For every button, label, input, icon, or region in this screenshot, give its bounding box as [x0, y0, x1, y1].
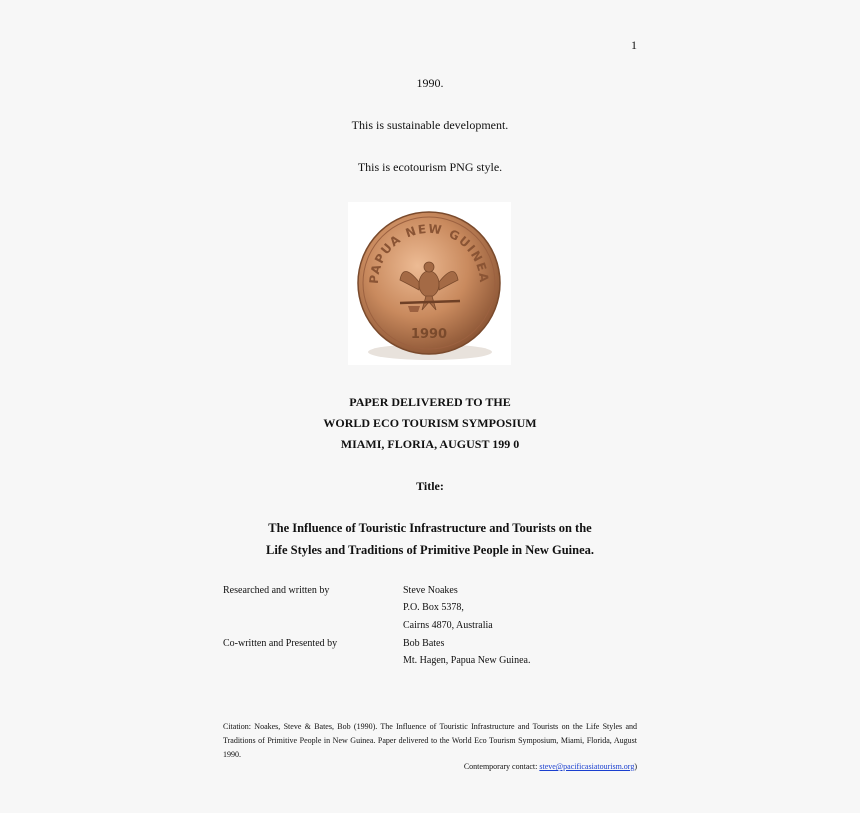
contact-label: Contemporary contact: — [463, 762, 540, 771]
contact-line — [223, 762, 637, 771]
coauthor-address: Mt. Hagen, Papua New Guinea. — [403, 655, 531, 666]
heading-line-2: WORLD ECO TOURISM SYMPOSIUM — [323, 416, 537, 430]
author-name: Steve Noakes — [403, 585, 458, 596]
title-label: Title: — [416, 479, 444, 493]
author-address-2: Cairns 4870, Australia — [403, 620, 493, 631]
title-line-2: Life Styles and Traditions of Primitive People in New Guinea. — [265, 543, 594, 557]
author-address-1: P.O. Box 5378, — [403, 602, 464, 613]
heading-line-1: PAPER DELIVERED TO THE — [349, 395, 511, 409]
png-coin-illustration — [348, 202, 511, 365]
coin-image — [348, 202, 511, 365]
citation-text: Citation: Noakes, Steve & Bates, Bob (1990). The Influence of Touristic Infrastructure and Tourists on the Life Styles and Traditions of Primitive People in New Guinea. Paper delivered to the World Eco Tourism Symposium, Miami, Florida, August 1990. — [223, 722, 637, 759]
page-number: 1 — [631, 38, 637, 52]
coauthor-name: Bob Bates — [403, 638, 445, 649]
heading-line-3: MIAMI, FLORIA, AUGUST 199 0 — [340, 437, 520, 451]
intro-year: 1990. — [416, 76, 444, 90]
contact-email-link[interactable]: steve@pacificasiatourism.org — [539, 762, 635, 771]
researched-label: Researched and written by — [223, 585, 330, 596]
intro-line-1: This is sustainable development. — [351, 118, 509, 132]
title-line-1: The Influence of Touristic Infrastructure and Tourists on the — [268, 521, 592, 535]
intro-line-2: This is ecotourism PNG style. — [357, 160, 503, 174]
coin-year: 1990 — [410, 327, 448, 342]
contact-suffix: ) — [634, 762, 637, 771]
coin-inscription: PAPUA NEW GUINEA — [366, 221, 492, 285]
cowritten-label: Co-written and Presented by — [223, 638, 338, 649]
